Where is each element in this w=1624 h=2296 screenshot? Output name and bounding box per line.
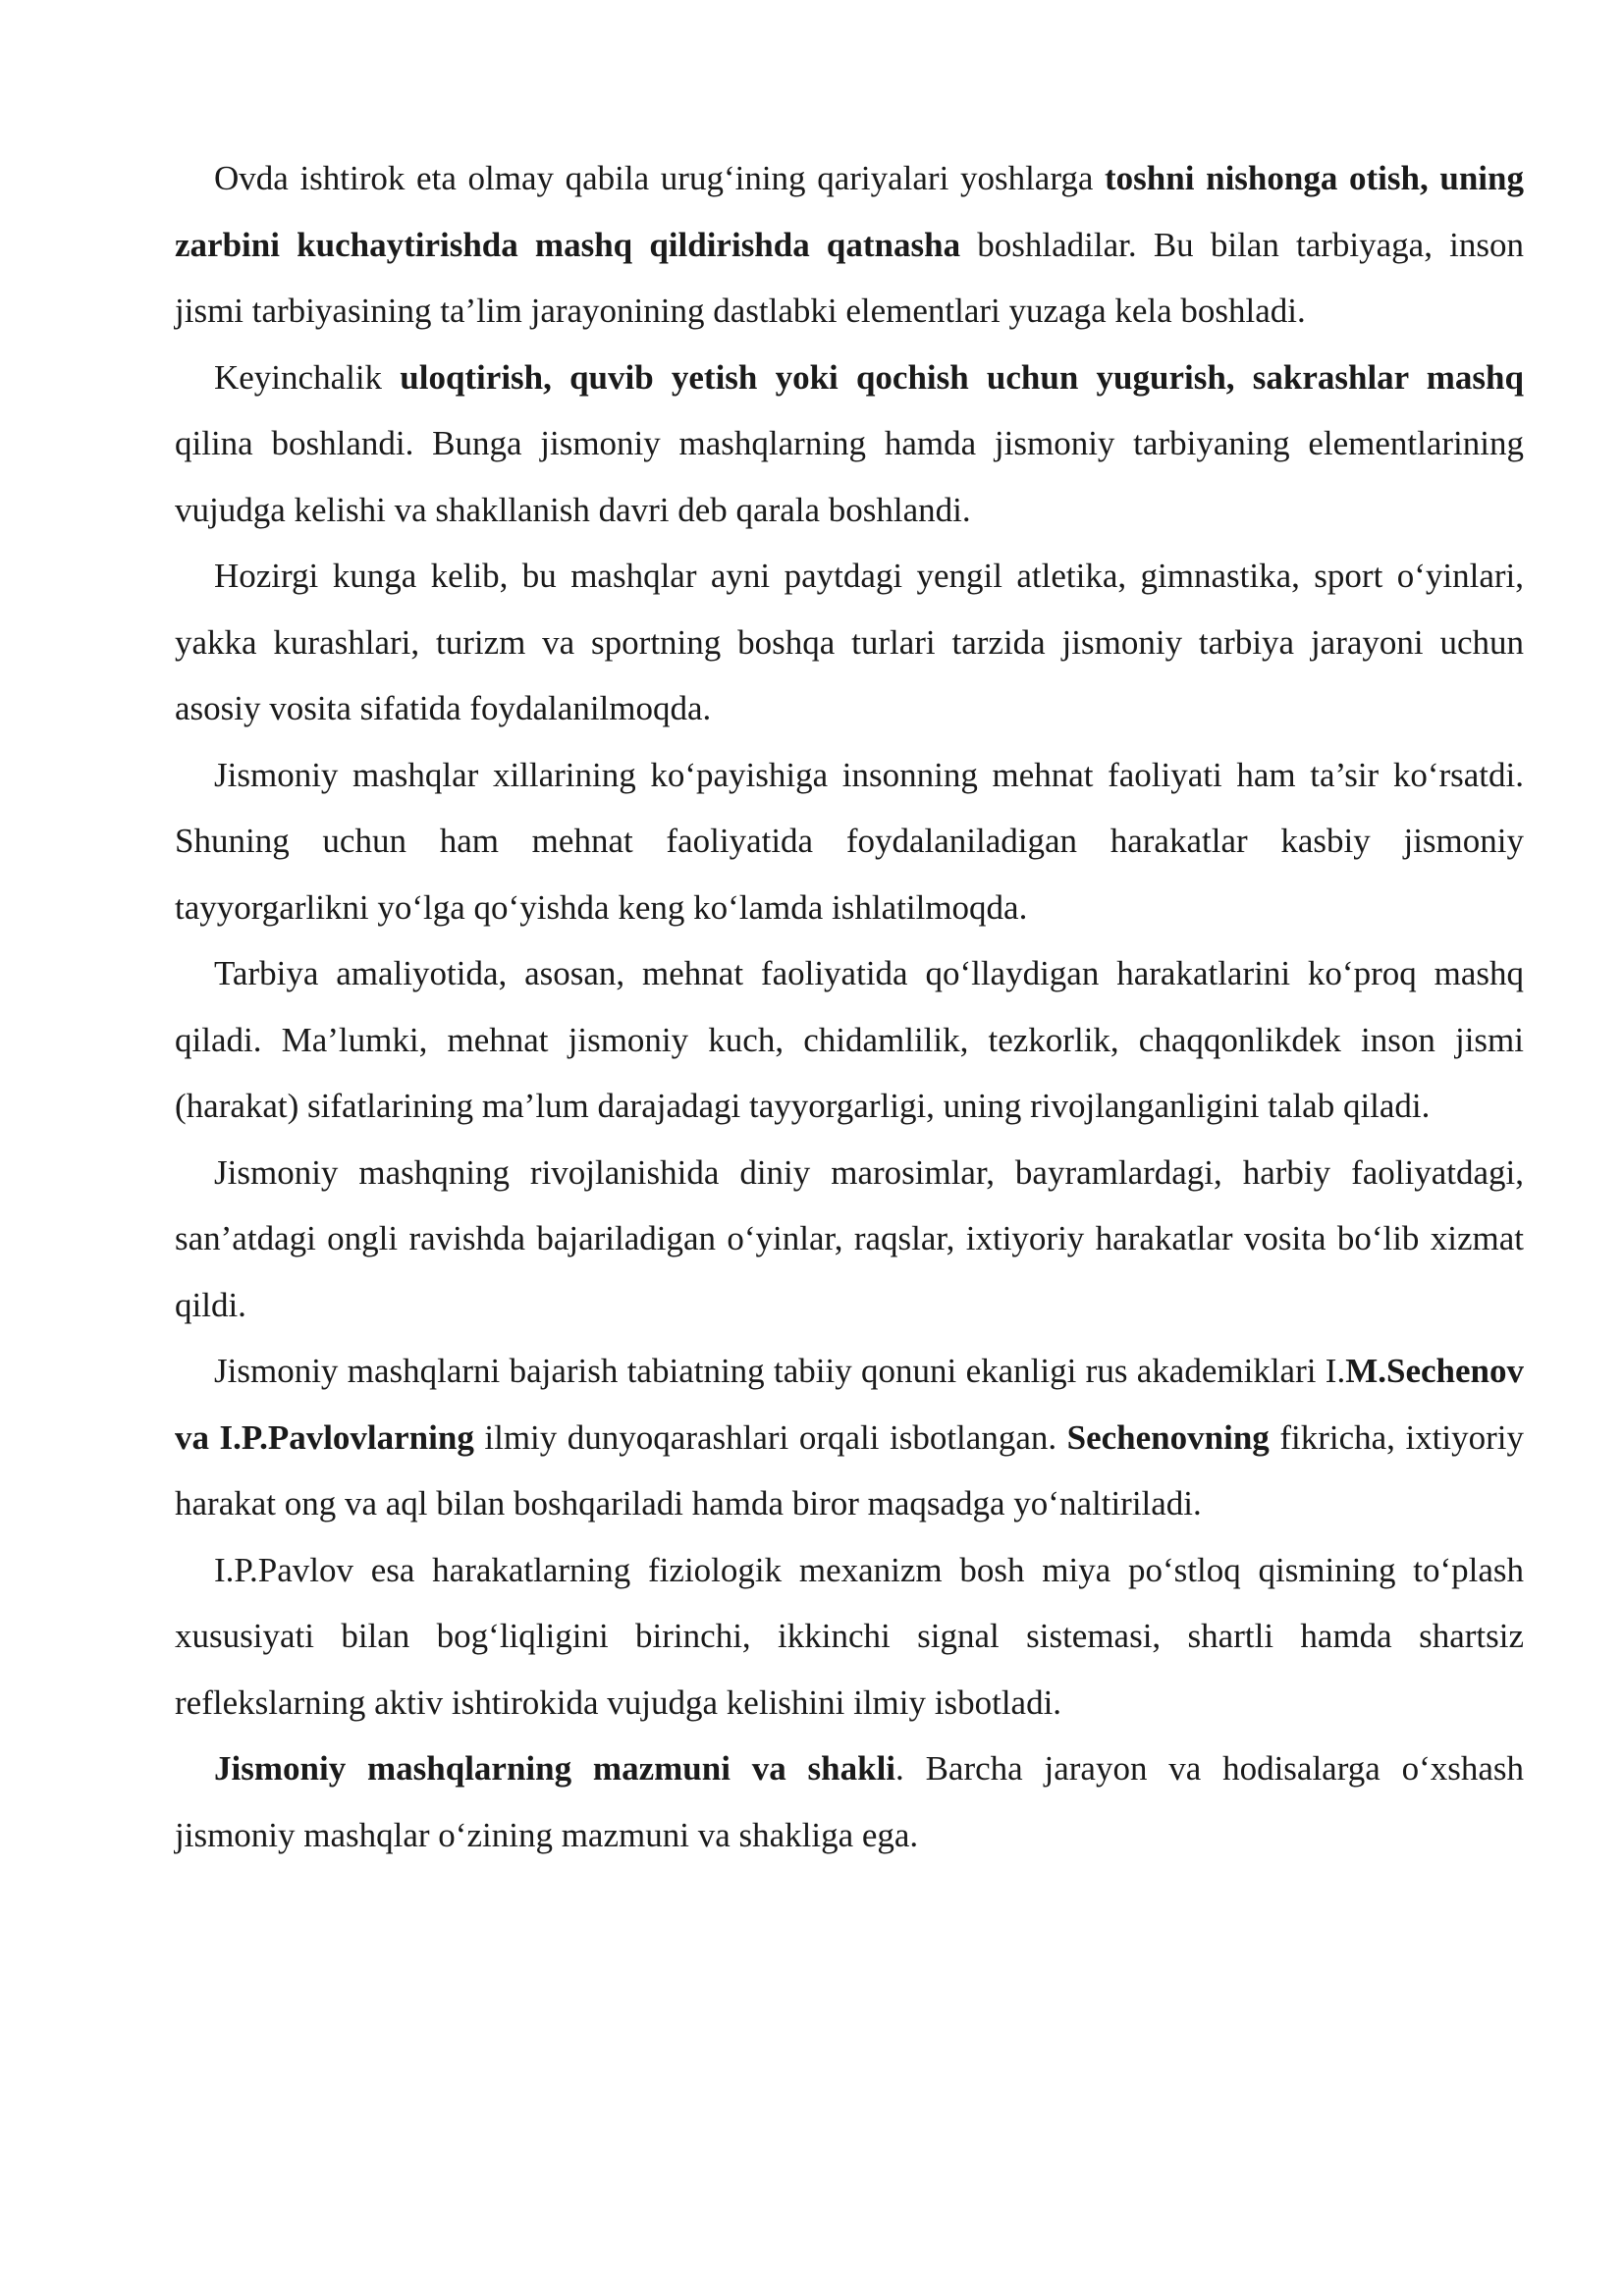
text-run: Ovda ishtirok eta olmay qabila urug‘ining qariyalari yoshlarga <box>214 159 1106 197</box>
paragraph-6 <box>175 1140 1524 1339</box>
bold-text-run: Jismoniy mashqlarning mazmuni va shakli <box>214 1749 896 1788</box>
text-run: fikricha, ixtiyoriy harakat ong va aql bilan boshqariladi hamda biror maqsadga yo‘naltiriladi. <box>175 1417 1524 1522</box>
document-page <box>175 145 1524 1868</box>
text-run: . Barcha jarayon va hodisalarga o‘xshash jismoniy mashqlar o‘zining mazmuni va shakliga ega. <box>175 1749 1525 1854</box>
text-run: qilina boshlandi. Bunga jismoniy mashqlarning hamda jismoniy tarbiyaning elementlarining vujudga kelishi va shakllanish davri deb qarala boshlandi. <box>175 424 1524 529</box>
paragraph-3 <box>175 543 1524 742</box>
paragraph-7 <box>175 1338 1524 1537</box>
paragraph-1 <box>175 145 1524 345</box>
text-run: Keyinchalik <box>214 357 401 397</box>
text-run: Jismoniy mashqlarni bajarish tabiatning tabiiy qonuni ekanligi rus akademiklari I. <box>214 1352 1346 1390</box>
bold-text-run: Sechenovning <box>1066 1417 1270 1457</box>
paragraph-8 <box>175 1537 1524 1736</box>
text-run: boshladilar. Bu bilan tarbiyaga, inson jismi tarbiyasining ta’lim jarayonining dastlabki elementlari yuzaga kela boshladi. <box>175 225 1524 330</box>
paragraph-5 <box>175 940 1524 1140</box>
text-run: Hozirgi kunga kelib, bu mashqlar ayni paytdagi yengil atletika, gimnastika, sport o‘yinlari, yakka kurashlari, turizm va sportning boshqa turlari tarzida jismoniy tarbiya jarayoni uchun asosiy vosita sifatida foydalanilmoqda. <box>175 557 1524 727</box>
bold-text-run: M.Sechenov va I.P.Pavlovlarning <box>175 1352 1524 1457</box>
paragraph-4 <box>175 742 1524 941</box>
text-run: Jismoniy mashqning rivojlanishida diniy marosimlar, bayramlardagi, harbiy faoliyatdagi, san’atdagi ongli ravishda bajariladigan o‘yinlar, raqslar, ixtiyoriy harakatlar vosita bo‘lib xizmat qildi. <box>175 1152 1524 1324</box>
bold-text-run: toshni nishonga otish, uning zarbini kuchaytirishda mashq qildirishda qatnasha <box>175 159 1524 264</box>
paragraph-2 <box>175 345 1524 544</box>
text-run: I.P.Pavlov esa harakatlarning fiziologik mexanizm bosh miya po‘stloq qismining to‘plash xususiyati bilan bog‘liqligini birinchi, ikkinchi signal sistemasi, shartli hamda shartsiz reflekslarning aktiv ishtirokida vujudga kelishini ilmiy isbotladi. <box>175 1550 1524 1722</box>
text-run: Jismoniy mashqlar xillarining ko‘payishiga insonning mehnat faoliyati ham ta’sir ko‘rsatdi. Shuning uchun ham mehnat faoliyatida foydalaniladigan harakatlar kasbiy jismoniy tayyorgarlikni yo‘lga qo‘yishda keng ko‘lamda ishlatilmoqda. <box>175 755 1524 927</box>
paragraph-9 <box>175 1735 1524 1868</box>
text-run: Tarbiya amaliyotida, asosan, mehnat faoliyatida qo‘llaydigan harakatlarini ko‘proq mashq qiladi. Ma’lumki, mehnat jismoniy kuch, chidamlilik, tezkorlik, chaqqonlikdek inson jismi (harakat) sifatlarining ma’lum darajadagi tayyorgarligi, uning rivojlanganligini talab qiladi. <box>175 954 1524 1125</box>
text-run: ilmiy dunyoqarashlari orqali isbotlangan. <box>473 1417 1067 1457</box>
bold-text-run: uloqtirish, quvib yetish yoki qochish uchun yugurish, sakrashlar mashq <box>400 357 1524 397</box>
